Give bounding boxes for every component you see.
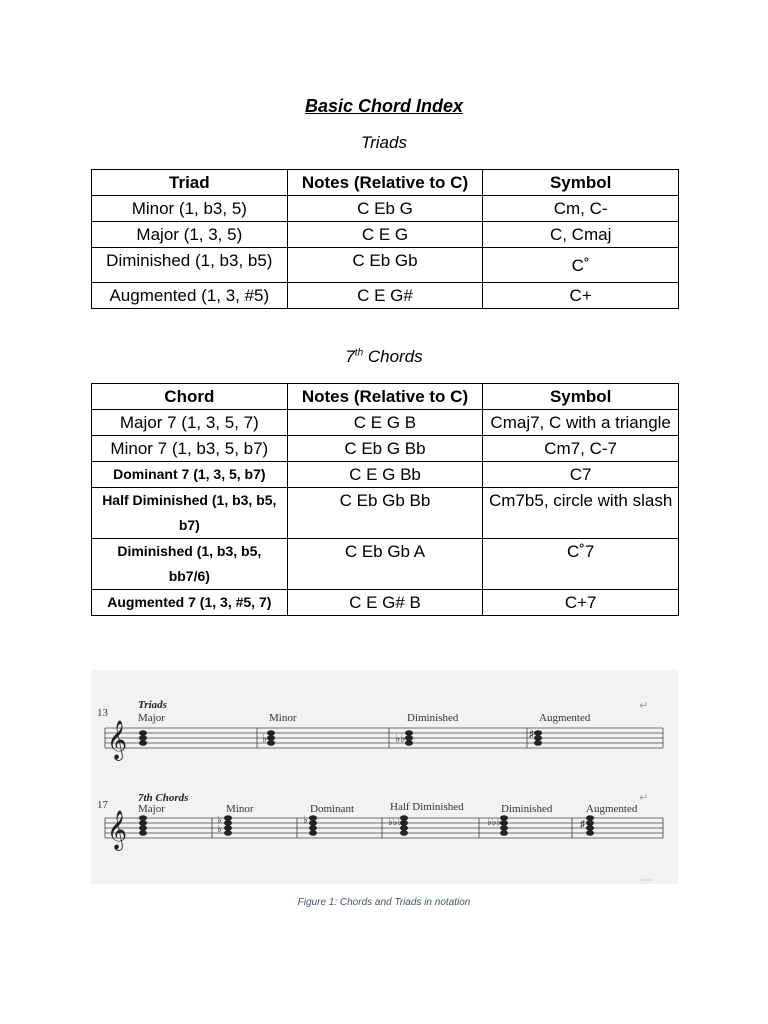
- measure-number: 17: [97, 799, 108, 811]
- notation-figure: [91, 670, 678, 884]
- table-cell: C E G: [287, 222, 483, 248]
- table-cell: Major 7 (1, 3, 5, 7): [92, 410, 288, 436]
- return-icon: ↵: [639, 792, 649, 804]
- table-row: [92, 248, 679, 283]
- table-cell: Cm, C-: [483, 196, 679, 222]
- table-cell: C, Cmaj: [483, 222, 679, 248]
- table-header-row: [92, 384, 679, 410]
- table-cell: C+7: [483, 590, 679, 616]
- table-cell: Cmaj7, C with a triangle: [483, 410, 679, 436]
- return-icon: ↵: [639, 700, 649, 712]
- svg-text:♭: ♭: [217, 824, 222, 835]
- table-cell: C Eb Gb: [287, 248, 483, 283]
- table-row: [92, 488, 679, 539]
- row-heading: Triads: [138, 699, 167, 711]
- table-cell: C Eb Gb A: [287, 539, 483, 590]
- chord-label: Minor: [269, 712, 297, 724]
- measure-number: 13: [97, 707, 108, 719]
- table-cell: C Eb G Bb: [287, 436, 483, 462]
- table-row: [92, 590, 679, 616]
- chord-label: Diminished: [407, 712, 459, 724]
- table-header: Triad: [92, 170, 288, 196]
- table-cell: Diminished (1, b3, b5): [92, 248, 288, 283]
- chord-label: Major: [138, 803, 165, 815]
- table-cell: C˚: [483, 248, 679, 283]
- sevenths-table: [91, 383, 679, 616]
- table-cell: C7: [483, 462, 679, 488]
- table-cell: Minor (1, b3, 5): [92, 196, 288, 222]
- table-row: [92, 410, 679, 436]
- sevenths-heading-sup: th: [354, 347, 364, 359]
- table-cell: C˚7: [483, 539, 679, 590]
- table-row: [92, 436, 679, 462]
- table-cell: Cm7, C-7: [483, 436, 679, 462]
- svg-text:♯: ♯: [580, 819, 585, 830]
- sheet-music: [91, 670, 678, 884]
- table-row: [92, 539, 679, 590]
- row-heading: 7th Chords: [138, 792, 189, 804]
- svg-text:♭: ♭: [262, 733, 268, 745]
- table-cell: Cm7b5, circle with slash: [483, 488, 679, 539]
- table-header: Symbol: [483, 384, 679, 410]
- chord-label: Dominant: [310, 803, 354, 815]
- svg-text:♭: ♭: [303, 815, 308, 826]
- triads-heading: Triads: [361, 133, 407, 152]
- table-header: Symbol: [483, 170, 679, 196]
- table-row: [92, 222, 679, 248]
- table-cell: Augmented (1, 3, #5): [92, 283, 288, 309]
- table-header: Notes (Relative to C): [287, 170, 483, 196]
- table-cell: C Eb Gb Bb: [287, 488, 483, 539]
- chord-label: Major: [138, 712, 165, 724]
- triads-table: [91, 169, 679, 309]
- sevenths-heading: [0, 347, 768, 367]
- chord-label: Augmented: [539, 712, 591, 724]
- svg-text:♯: ♯: [529, 729, 534, 740]
- table-cell: Half Diminished (1, b3, b5, b7): [92, 488, 288, 539]
- svg-text:♭♭♭: ♭♭♭: [388, 817, 403, 828]
- table-row: [92, 283, 679, 309]
- chord-label: Diminished: [501, 803, 553, 815]
- table-row: [92, 196, 679, 222]
- table-cell: Major (1, 3, 5): [92, 222, 288, 248]
- treble-clef-icon: 𝄞: [107, 810, 128, 850]
- table-cell: C E G# B: [287, 590, 483, 616]
- sevenths-heading-num: 7: [345, 347, 355, 366]
- table-cell: Dominant 7 (1, 3, 5, b7): [92, 462, 288, 488]
- table-header-row: [92, 170, 679, 196]
- table-cell: C E G#: [287, 283, 483, 309]
- table-row: [92, 462, 679, 488]
- table-cell: Minor 7 (1, b3, 5, b7): [92, 436, 288, 462]
- treble-clef-icon: 𝄞: [107, 720, 128, 760]
- chord-label: Minor: [226, 803, 254, 815]
- svg-text:♭♭♭: ♭♭♭: [487, 817, 502, 828]
- chord-label: Half Diminished: [390, 801, 464, 813]
- sevenths-heading-rest: Chords: [363, 347, 423, 366]
- table-cell: C E G B: [287, 410, 483, 436]
- table-header: Notes (Relative to C): [287, 384, 483, 410]
- table-cell: C E G Bb: [287, 462, 483, 488]
- svg-text:♭♭: ♭♭: [395, 733, 406, 745]
- table-cell: Augmented 7 (1, 3, #5, 7): [92, 590, 288, 616]
- table-header: Chord: [92, 384, 288, 410]
- table-cell: C+: [483, 283, 679, 309]
- chord-label: Augmented: [586, 803, 638, 815]
- staff-lines: [105, 728, 663, 748]
- table-cell: Diminished (1, b3, b5, bb7/6): [92, 539, 288, 590]
- page-title: Basic Chord Index: [304, 96, 464, 116]
- svg-text:♭: ♭: [217, 815, 222, 826]
- figure-caption: Figure 1: Chords and Triads in notation: [297, 897, 471, 908]
- table-cell: C Eb G: [287, 196, 483, 222]
